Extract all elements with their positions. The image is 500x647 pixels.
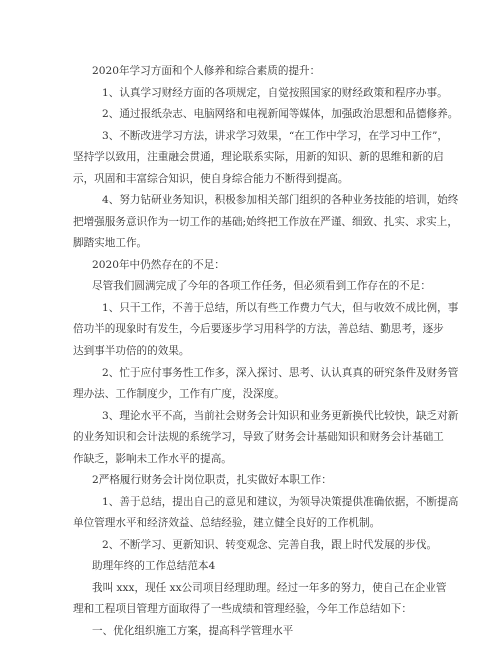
text-line: 坚持学以致用，注重融会贯通，理论联系实际，用新的知识、新的思维和新的启 xyxy=(73,151,444,163)
text-line: 一、优化组织施工方案，提高科学管理水平 xyxy=(92,625,294,637)
text-line: 3、理论水平不高，当前社会财务会计知识和业务更新换代比较快，缺乏对新 xyxy=(102,410,459,422)
text-line: 3、不断改进学习方法，讲求学习效果，“在工作中学习，在学习中工作”， xyxy=(102,130,448,142)
text-line: 2、通过报纸杂志、电脑网络和电视新闻等媒体，加强政治思想和品德修养。 xyxy=(102,108,459,120)
text-line: 1、善于总结，提出自己的意见和建议，为领导决策提供准确依据，不断提高 xyxy=(102,496,459,508)
text-line: 脚踏实地工作。 xyxy=(73,237,148,249)
text-line: 尽管我们圆满完成了今年的各项工作任务，但必须看到工作存在的不足： xyxy=(92,280,431,292)
text-line: 2020年学习方面和个人修养和综合素质的提升： xyxy=(92,65,321,77)
text-line: 把增强服务意识作为一切工作的基础;始终把工作放在严谨、细致、扎实、求实上， xyxy=(73,216,458,228)
text-line: 理和工程项目管理方面取得了一些成绩和管理经验，今年工作总结如下： xyxy=(73,603,412,615)
section-heading: 助理年终的工作总结范本4 xyxy=(92,560,216,572)
text-line: 理办法、工作制度少，工作有广度，没深度。 xyxy=(73,388,285,400)
text-line: 1、认真学习财经方面的各项规定，自觉按照国家的财经政策和程序办事。 xyxy=(102,87,448,99)
text-line: 示，巩固和丰富综合知识，使自身综合能力不断得到提高。 xyxy=(73,173,349,185)
text-line: 2020年中仍然存在的不足： xyxy=(92,259,225,271)
text-line: 2、忙于应付事务性工作多，深入探讨、思考、认认真真的研究条件及财务管 xyxy=(102,367,459,379)
text-line: 4、努力钻研业务知识，积极参加相关部门组织的各种业务技能的培训，始终 xyxy=(102,194,459,206)
text-line: 2严格履行财务会计岗位职责，扎实做好本职工作： xyxy=(92,474,332,486)
text-line: 单位管理水平和经济效益、总结经验，建立健全良好的工作机制。 xyxy=(73,517,381,529)
text-line: 我叫 xxx，现任 xx公司项目经理助理。经过一年多的努力，使自己在企业管 xyxy=(92,582,447,594)
text-line: 倍功半的现象时有发生，今后要逐步学习用科学的方法，善总结、勤思考，逐步 xyxy=(73,323,444,335)
text-line: 2、不断学习、更新知识、转变观念、完善自我，跟上时代发展的步伐。 xyxy=(102,539,438,551)
text-line: 作缺乏，影响未工作水平的提高。 xyxy=(73,453,232,465)
text-line: 1、只干工作，不善于总结，所以有些工作费力气大，但与收效不成比例，事 xyxy=(102,302,459,314)
text-line: 的业务知识和会计法规的系统学习，导致了财务会计基础知识和财务会计基础工 xyxy=(73,431,444,443)
text-line: 达到事半功倍的的效果。 xyxy=(73,345,190,357)
